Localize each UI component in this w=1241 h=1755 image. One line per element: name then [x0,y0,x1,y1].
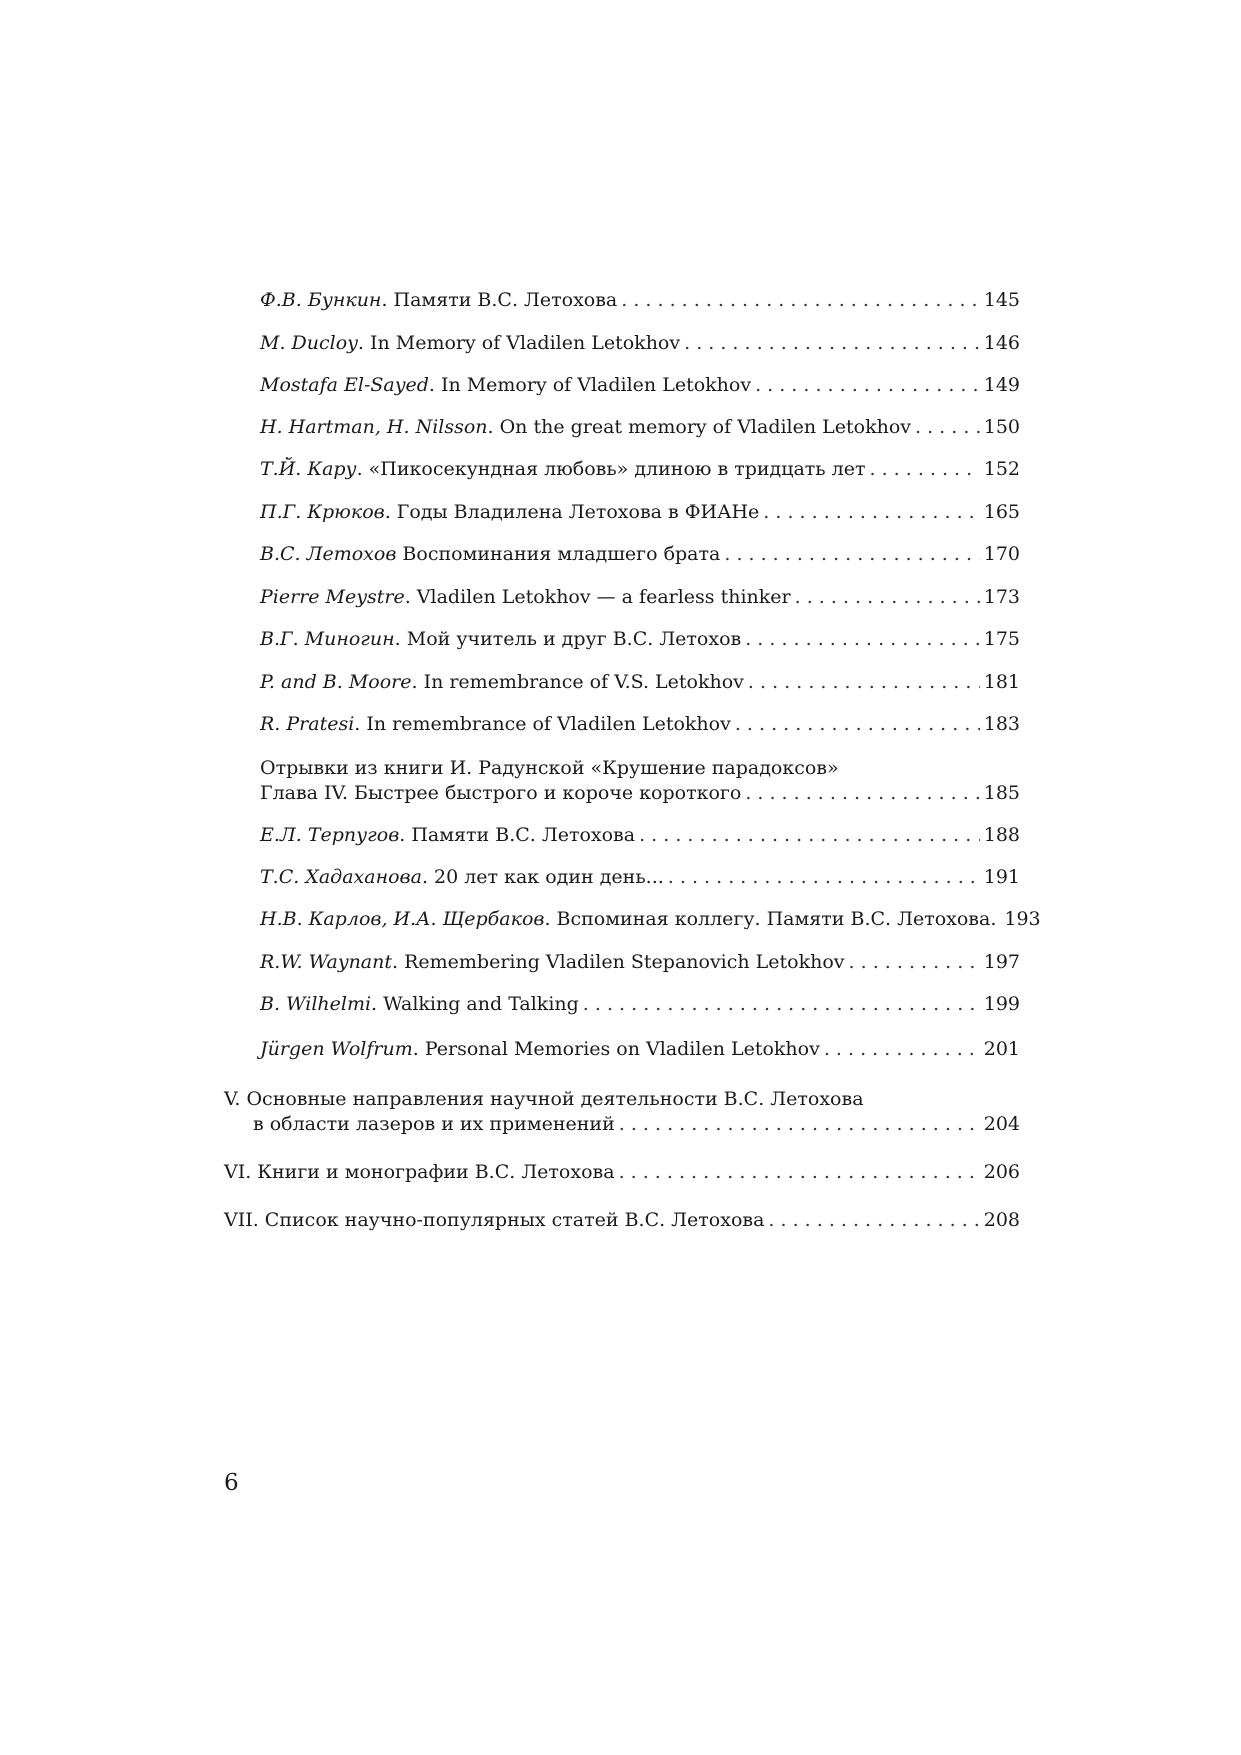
toc-entry [260,1037,1020,1062]
toc-entry [260,415,1020,440]
entry-author: Ф.В. Бункин [260,289,382,311]
toc-entry [260,373,1020,398]
entry-page: 170 [983,543,1020,565]
leader-dots [668,865,980,890]
page-number: 6 [224,1470,239,1496]
entry-title: . Вспоминая коллегу. Памяти В.С. Летохова. [544,908,997,930]
toc-entry [260,992,1020,1017]
leader-dots [621,288,979,313]
entry-author: Е.Л. Терпугов [260,824,400,846]
leader-dots [583,992,980,1017]
leader-dots [915,415,980,440]
leader-dots [639,823,980,848]
leader-dots [795,585,980,610]
leader-dots [849,950,980,975]
toc-section [224,1208,1020,1233]
toc-entry [260,865,1020,890]
entry-page: 146 [983,332,1020,354]
leader-dots [619,1160,980,1185]
toc-section [224,1087,1020,1137]
entry-author: П.Г. Крюков [260,501,385,523]
entry-page: 173 [983,586,1020,608]
entry-page: 175 [983,628,1020,650]
entry-author: Н.В. Карлов, И.А. Щербаков [260,908,545,930]
entry-page: 188 [983,824,1020,846]
entry-title: . 20 лет как один день... [421,866,664,888]
entry-page: 165 [983,501,1020,523]
entry-title: Воспоминания младшего брата [396,543,721,565]
toc-entry [260,457,1020,482]
leader-dots [755,373,980,398]
entry-title: . Памяти В.С. Летохова [399,824,636,846]
toc-entry [260,627,1020,652]
entry-page: 191 [983,866,1020,888]
leader-dots [735,712,980,737]
toc-entry [260,823,1020,848]
leader-dots [748,670,980,695]
entry-page: 145 [983,289,1020,311]
toc-entry [260,585,1020,610]
entry-title: . «Пикосекундная любовь» длиною в тридцать лет [356,458,866,480]
toc-entry [260,331,1020,356]
entry-author: В.Г. Миногин [260,628,395,650]
entry-author: B. Wilhelmi [260,993,372,1015]
section-title: VI. Книги и монографии В.С. Летохова [224,1161,615,1183]
entry-page: 199 [983,993,1020,1015]
entry-title: Глава IV. Быстрее быстрого и короче короткого [260,782,742,804]
toc-entry [260,907,1041,932]
entry-title: . Personal Memories on Vladilen Letokhov [412,1038,820,1060]
section-page: 204 [983,1113,1020,1135]
toc-entry [260,950,1020,975]
leader-dots [824,1037,980,1062]
leader-dots [763,500,979,525]
leader-dots [619,1112,980,1137]
entry-title: . In remembrance of V.S. Letokhov [411,671,744,693]
entry-page: 193 [1004,908,1041,930]
toc-entry [260,542,1020,567]
entry-title: . Vladilen Letokhov — a fearless thinker [404,586,791,608]
entry-title: . Walking and Talking [371,993,579,1015]
toc-section [224,1160,1020,1185]
toc-entry [260,288,1020,313]
toc-entry [260,670,1020,695]
leader-dots [745,781,979,806]
entry-author: Jürgen Wolfrum [260,1038,413,1060]
section-title: в области лазеров и их применений [253,1113,615,1135]
entry-author: R.W. Waynant [260,951,393,973]
entry-heading-line: Отрывки из книги И. Радунской «Крушение парадоксов» [260,757,839,779]
entry-page: 197 [983,951,1020,973]
entry-title: . Годы Владилена Летохова в ФИАНе [384,501,760,523]
leader-dots [745,627,980,652]
entry-author: Mostafa El-Sayed [260,374,429,396]
entry-author: В.С. Летохов [260,543,397,565]
toc-entry [260,756,1020,806]
entry-page: 181 [983,671,1020,693]
entry-author: M. Ducloy [260,332,358,354]
section-page: 208 [983,1209,1020,1231]
entry-title: . In Memory of Vladilen Letokhov [357,332,681,354]
entry-page: 150 [983,416,1020,438]
toc-entry [260,500,1020,525]
entry-page: 185 [983,782,1020,804]
entry-page: 183 [983,713,1020,735]
section-title: VII. Список научно-популярных статей В.С. Летохова [224,1209,765,1231]
entry-title: . On the great memory of Vladilen Letokhov [487,416,912,438]
entry-title: . Remembering Vladilen Stepanovich Letokhov [392,951,845,973]
entry-author: R. Pratesi [260,713,355,735]
leader-dots [870,457,980,482]
entry-title: . In Memory of Vladilen Letokhov [428,374,752,396]
entry-author: Pierre Meystre [260,586,405,608]
leader-dots [768,1208,979,1233]
entry-page: 201 [983,1038,1020,1060]
entry-title: . In remembrance of Vladilen Letokhov [354,713,731,735]
leader-dots [724,542,979,567]
leader-dots [684,331,980,356]
entry-page: 152 [983,458,1020,480]
entry-author: P. and B. Moore [260,671,412,693]
section-heading-line: V. Основные направления научной деятельности В.С. Летохова [224,1088,864,1110]
toc-entry [260,712,1020,737]
section-page: 206 [983,1161,1020,1183]
entry-title: . Мой учитель и друг В.С. Летохов [394,628,742,650]
entry-author: H. Hartman, H. Nilsson [260,416,488,438]
entry-page: 149 [983,374,1020,396]
entry-author: Т.Й. Кару [260,458,357,480]
entry-author: Т.С. Хадаханова [260,866,422,888]
entry-title: . Памяти В.С. Летохова [381,289,618,311]
